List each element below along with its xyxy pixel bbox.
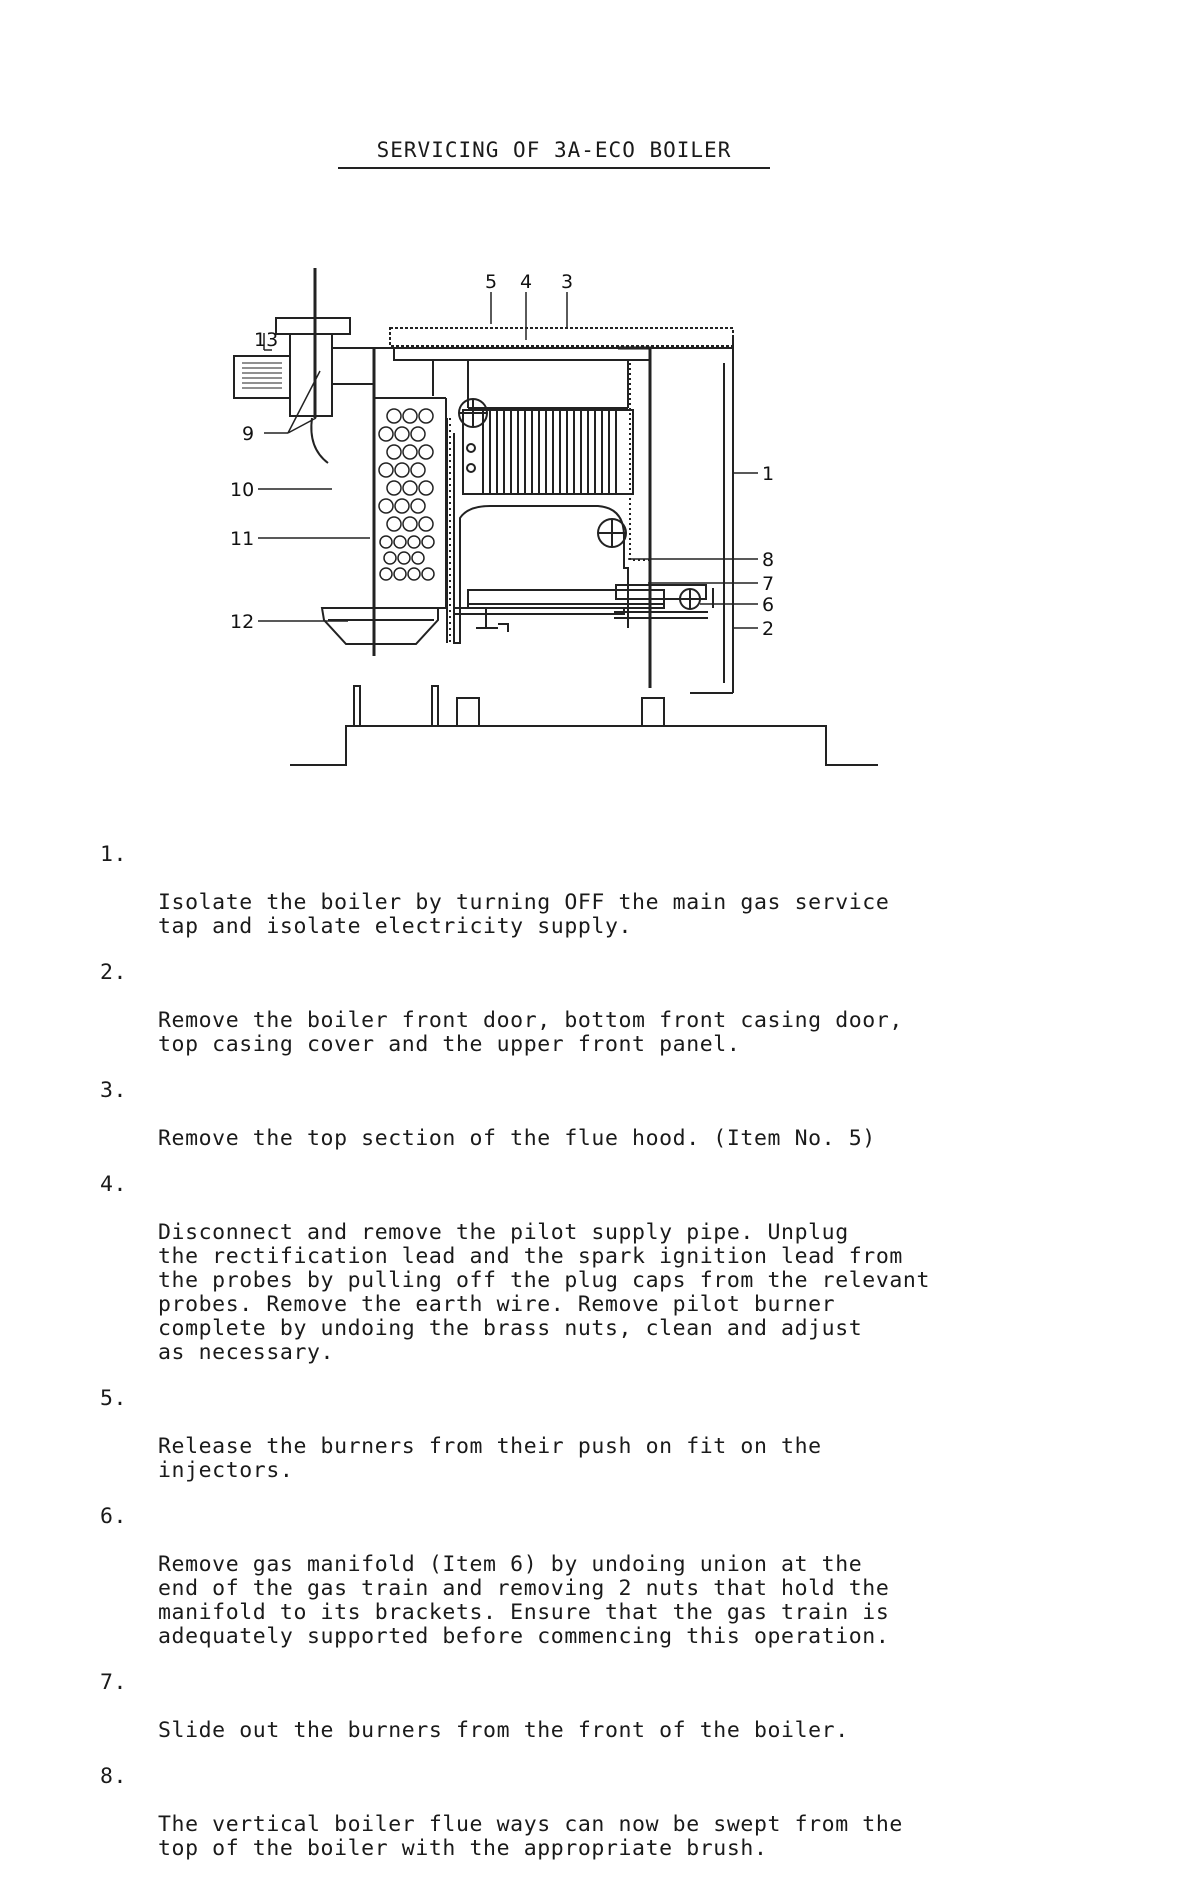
label-5: 5 (485, 271, 498, 293)
label-10: 10 (230, 479, 255, 501)
heat-exchanger (463, 410, 633, 494)
step-number: 4. (100, 1172, 128, 1197)
list-item (100, 1079, 1100, 1151)
label-8: 8 (762, 549, 775, 571)
list-item (100, 1765, 1100, 1861)
step-text: Disconnect and remove the pilot supply pipe. Unplug the rectification lead and the spark ignition lead from the probes by pulling off the plug caps from the relevant probes. Remove the earth wire. Remove pilot burner complete by undoing the brass nuts, clean and adjust as necessary. (158, 1220, 931, 1365)
top-insulation (390, 328, 733, 688)
label-1: 1 (762, 463, 775, 485)
label-4: 4 (520, 271, 533, 293)
step-text: Remove gas manifold (Item 6) by undoing union at the end of the gas train and removing 2 nuts that hold the manifold to its brackets. Ensure that the gas train is adequately supported before commencing this operation. (158, 1552, 890, 1649)
label-3: 3 (561, 271, 574, 293)
step-text: Remove the boiler front door, bottom front casing door, top casing cover and the upper front panel. (158, 1008, 903, 1057)
boiler-base (290, 726, 878, 765)
step-text: Isolate the boiler by turning OFF the main gas service tap and isolate electricity supply. (158, 890, 890, 939)
step-number: 3. (100, 1078, 128, 1103)
label-13: 13 (254, 329, 279, 351)
step-number: 2. (100, 960, 128, 985)
flue-tubes (374, 398, 446, 608)
condensate-tray (322, 608, 438, 644)
list-item (100, 1387, 1100, 1483)
outer-casing (374, 338, 733, 693)
step-text: Slide out the burners from the front of the boiler. (158, 1718, 849, 1743)
label-2: 2 (762, 618, 775, 640)
list-item (100, 961, 1100, 1057)
boiler-diagram (228, 268, 888, 788)
burner-assembly (454, 585, 713, 632)
step-number: 1. (100, 842, 128, 867)
label-11: 11 (230, 528, 255, 550)
list-item (100, 843, 1100, 939)
boiler-legs (354, 686, 664, 726)
step-text: Remove the top section of the flue hood. (Item No. 5) (158, 1126, 876, 1151)
pipe-connection (459, 399, 626, 547)
step-text: The vertical boiler flue ways can now be swept from the top of the boiler with the appropriate brush. (158, 1812, 903, 1861)
list-item (100, 1173, 1100, 1365)
page-title: SERVICING OF 3A-ECO BOILER (338, 138, 770, 169)
servicing-steps (100, 843, 1100, 1883)
step-number: 5. (100, 1386, 128, 1411)
label-12: 12 (230, 611, 255, 633)
step-text: Release the burners from their push on fit on the injectors. (158, 1434, 822, 1483)
flue-hood (433, 360, 628, 408)
list-item (100, 1505, 1100, 1649)
label-6: 6 (762, 594, 775, 616)
step-number: 7. (100, 1670, 128, 1695)
step-number: 8. (100, 1764, 128, 1789)
fan-assembly (234, 268, 374, 463)
label-9: 9 (242, 423, 255, 445)
list-item (100, 1671, 1100, 1743)
step-number: 6. (100, 1504, 128, 1529)
label-7: 7 (762, 573, 775, 595)
